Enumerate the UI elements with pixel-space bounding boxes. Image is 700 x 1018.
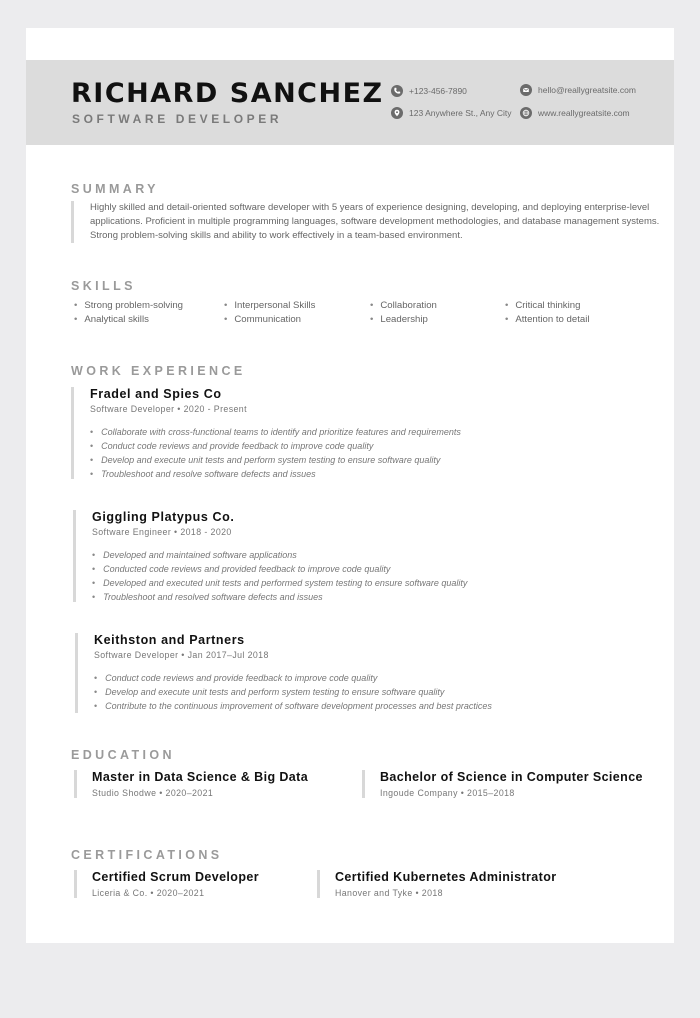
phone-icon xyxy=(391,85,403,97)
globe-icon xyxy=(520,107,532,119)
job-meta: Software Developer • Jan 2017–Jul 2018 xyxy=(94,650,269,660)
job-meta: Software Developer • 2020 - Present xyxy=(90,404,247,414)
candidate-name: RICHARD SANCHEZ xyxy=(71,78,384,109)
skill-item: • Interpersonal Skills xyxy=(224,300,315,311)
degree-meta: Ingoude Company • 2015–2018 xyxy=(380,788,515,798)
job-bullet: • Developed and executed unit tests and performed system testing to ensure software quality xyxy=(92,576,652,590)
website-text[interactable]: www.reallygreatsite.com xyxy=(538,108,630,118)
website-contact[interactable] xyxy=(520,107,630,119)
education-entry xyxy=(74,770,308,798)
job-entry xyxy=(71,387,650,479)
degree-title: Bachelor of Science in Computer Science xyxy=(380,770,643,784)
certification-title: Certified Kubernetes Administrator xyxy=(335,870,557,884)
certification-meta: Hanover and Tyke • 2018 xyxy=(335,888,443,898)
degree-title: Master in Data Science & Big Data xyxy=(92,770,309,784)
summary-heading: SUMMARY xyxy=(71,182,159,196)
job-bullet: • Develop and execute unit tests and perform system testing to ensure software quality xyxy=(90,453,650,467)
experience-heading: WORK EXPERIENCE xyxy=(71,364,246,378)
skill-item: • Collaboration xyxy=(370,300,437,311)
skills-heading: SKILLS xyxy=(71,279,136,293)
certification-meta: Liceria & Co. • 2020–2021 xyxy=(92,888,205,898)
job-company: Giggling Platypus Co. xyxy=(92,510,235,524)
certification-entry xyxy=(74,870,259,898)
job-bullet: • Develop and execute unit tests and perform system testing to ensure software quality xyxy=(94,685,654,699)
education-entry xyxy=(362,770,643,798)
job-bullet: • Conduct code reviews and provide feedback to improve code quality xyxy=(90,439,650,453)
job-bullet: • Conducted code reviews and provided feedback to improve code quality xyxy=(92,562,652,576)
skill-item: • Analytical skills xyxy=(74,314,149,325)
header-band xyxy=(26,60,674,145)
summary-text: Highly skilled and detail-oriented software developer with 5 years of experience designing, developing, and deploying enterprise-level applications. Proficient in multiple programming languages, software development methodologies, and database management systems. Strong problem-solving skills and ability to work effectively in a team-based environment. xyxy=(71,201,670,243)
candidate-title: SOFTWARE DEVELOPER xyxy=(72,112,283,126)
skill-item: • Critical thinking xyxy=(505,300,580,311)
job-company: Keithston and Partners xyxy=(94,633,245,647)
job-bullet: • Troubleshoot and resolve software defects and issues xyxy=(90,467,650,481)
email-text[interactable]: hello@reallygreatsite.com xyxy=(538,85,636,95)
job-bullet: • Developed and maintained software applications xyxy=(92,548,652,562)
skill-item: • Leadership xyxy=(370,314,428,325)
email-contact[interactable] xyxy=(520,84,636,96)
address-text: 123 Anywhere St., Any City xyxy=(409,108,512,118)
certifications-heading: CERTIFICATIONS xyxy=(71,848,223,862)
job-meta: Software Engineer • 2018 - 2020 xyxy=(92,527,232,537)
skill-item: • Attention to detail xyxy=(505,314,590,325)
resume-page xyxy=(26,28,674,943)
certification-title: Certified Scrum Developer xyxy=(92,870,259,884)
phone-contact xyxy=(391,85,467,97)
education-heading: EDUCATION xyxy=(71,748,175,762)
job-bullets xyxy=(94,671,654,713)
job-bullets xyxy=(92,548,652,604)
location-icon xyxy=(391,107,403,119)
email-icon xyxy=(520,84,532,96)
skill-item: • Strong problem-solving xyxy=(74,300,183,311)
job-bullets xyxy=(90,425,650,481)
job-entry xyxy=(75,633,654,713)
job-bullet: • Contribute to the continuous improvement of software development processes and best practices xyxy=(94,699,654,713)
phone-text: +123-456-7890 xyxy=(409,86,467,96)
degree-meta: Studio Shodwe • 2020–2021 xyxy=(92,788,214,798)
job-bullet: • Conduct code reviews and provide feedback to improve code quality xyxy=(94,671,654,685)
job-company: Fradel and Spies Co xyxy=(90,387,222,401)
address-contact xyxy=(391,107,512,119)
skill-item: • Communication xyxy=(224,314,301,325)
job-bullet: • Troubleshoot and resolved software defects and issues xyxy=(92,590,652,604)
certification-entry xyxy=(317,870,557,898)
job-bullet: • Collaborate with cross-functional teams to identify and prioritize features and requirements xyxy=(90,425,650,439)
job-entry xyxy=(73,510,652,602)
